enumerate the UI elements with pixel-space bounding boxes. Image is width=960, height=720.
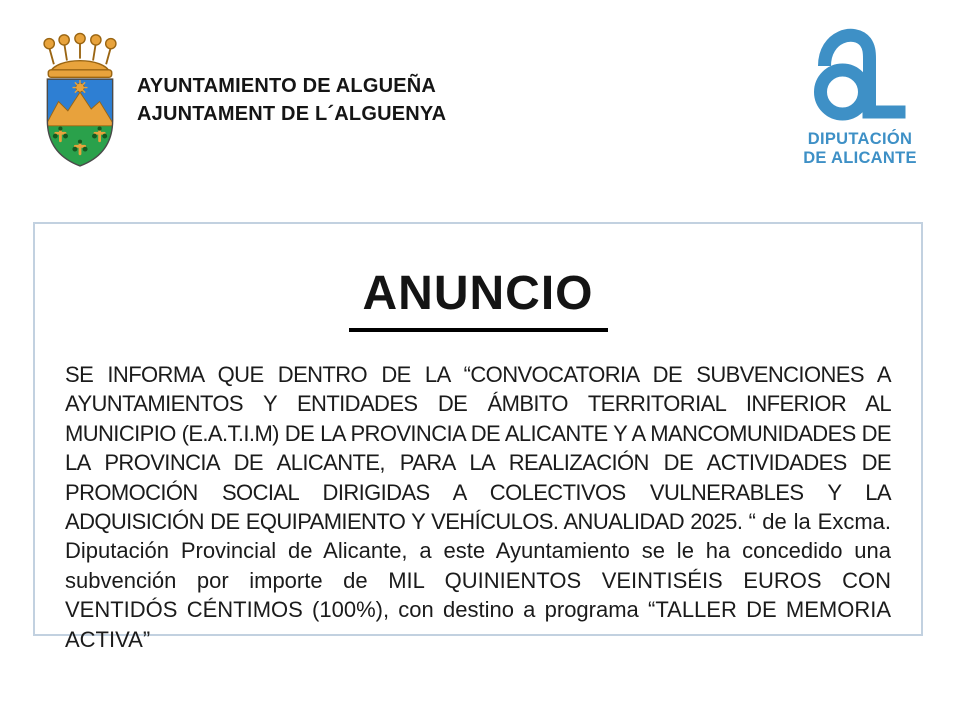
crown-icon: [44, 33, 116, 77]
announcement-title: ANUNCIO: [349, 266, 608, 332]
announcement-body-regular-segment: de la Excma. Diputación Provincial de Alicante, a este Ayuntamiento se le ha concedido una subvención por importe de MIL QUINIENTOS VEINTISÉIS EUROS CON VENTIDÓS CÉNTIMOS (100%), con destino a programa “TALLER DE MEMORIA ACTIVA”: [65, 509, 891, 652]
alguena-coat-of-arms-icon: [38, 32, 122, 172]
diputacion-alicante-logo: [798, 26, 922, 168]
municipality-name-valencian: AJUNTAMENT DE L´ALGUENYA: [137, 103, 447, 125]
diputacion-line2: DE ALICANTE: [803, 149, 917, 167]
municipality-name-es: AYUNTAMIENTO DE ALGUEÑA: [137, 75, 437, 97]
shield-icon: [45, 79, 114, 170]
municipality-header: [137, 72, 446, 128]
announcement-body-caps-segment: SE INFORMA QUE DENTRO DE LA “CONVOCATORIA DE SUBVENCIONES A AYUNTAMIENTOS Y ENTIDADES DE ÁMBITO TERRITORIAL INFERIOR AL MUNICIPIO (E.A.T.I.M) DE LA PROVINCIA DE ALICANTE Y A MANCOMUNIDADES DE LA PROVINCIA DE ALICANTE, PARA LA REALIZACIÓN DE ACTIVIDADES DE PROMOCIÓN SOCIAL DIRIGIDAS A COLECTIVOS VULNERABLES Y LA ADQUISICIÓN DE EQUIPAMIENTO Y VEHÍCULOS. ANUALIDAD 2025. “: [65, 362, 891, 535]
diputacion-monogram-icon: [812, 26, 908, 126]
announcement-box: [33, 222, 923, 652]
announcement-body: [65, 360, 891, 654]
diputacion-wordmark: [798, 130, 922, 168]
diputacion-line1: DIPUTACIÓN: [807, 130, 913, 148]
